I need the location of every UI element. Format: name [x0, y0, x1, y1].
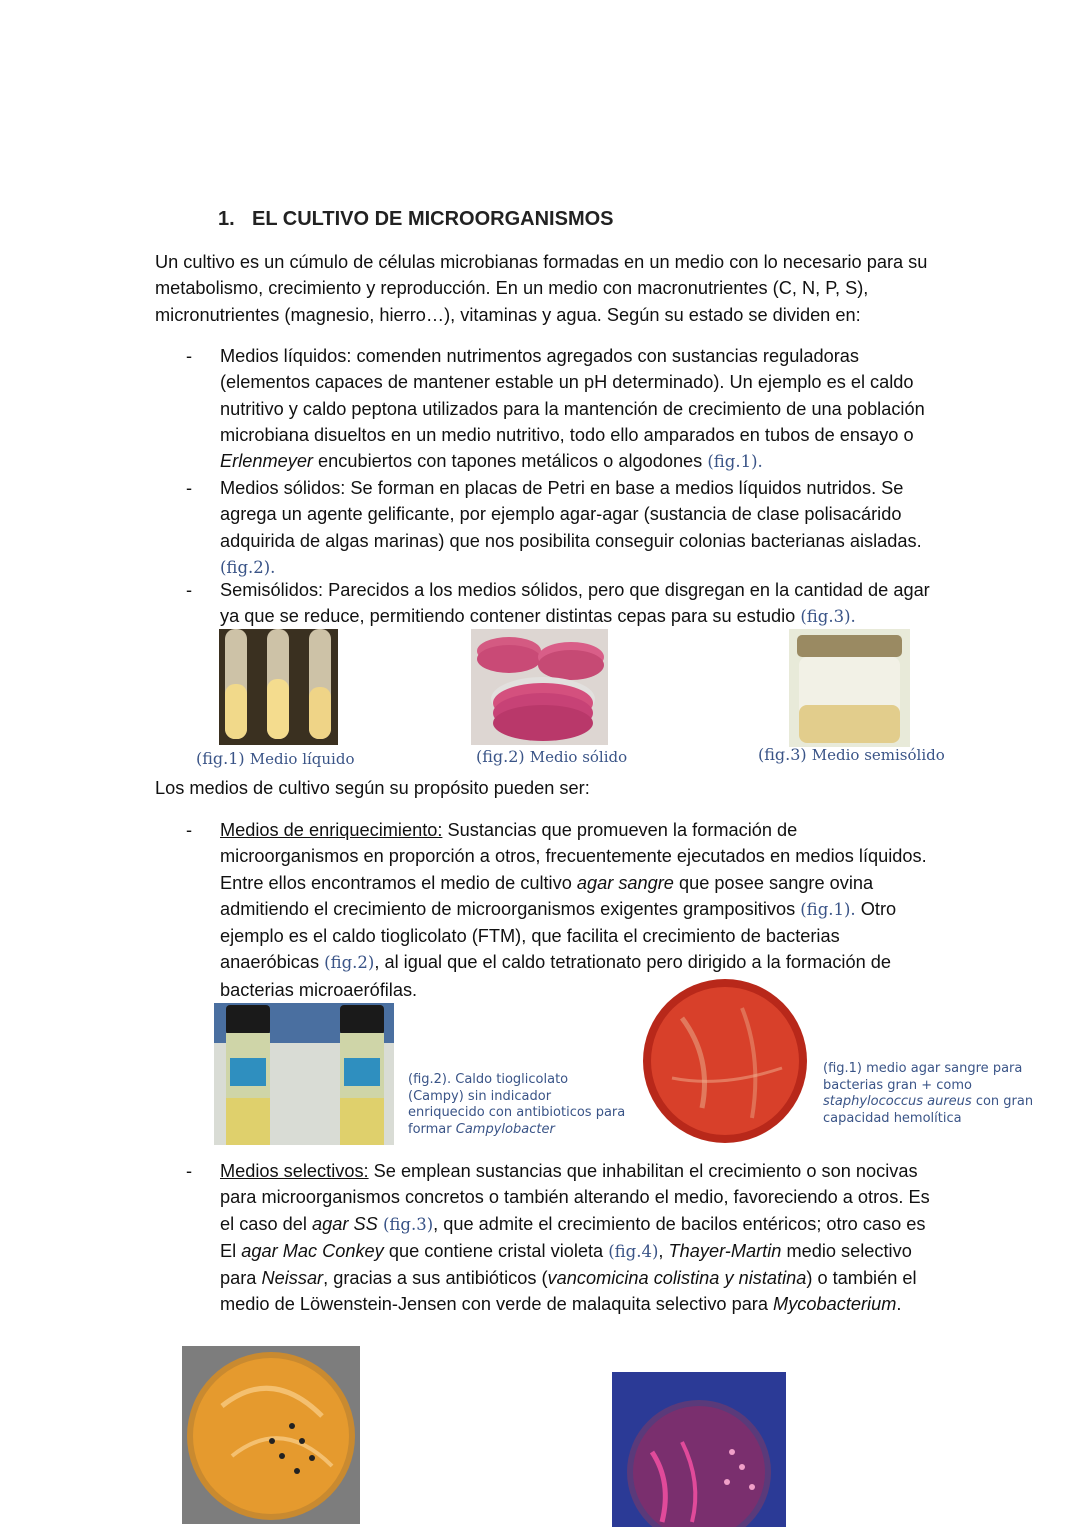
- fig-ref: (fig.2): [324, 953, 375, 973]
- figure-caption: (fig.1) Medio líquido: [196, 749, 355, 768]
- list-item-solid: Medios sólidos: Se forman en placas de Petri en base a medios líquidos nutridos. Se agrega un agente gelificante, por ejemplo agar-agar (sustancia de clase polisacárido adquirida de algas marinas) que nos posibilita conseguir colonias bacterianas aisladas. (fig.2).: [220, 478, 922, 577]
- fig-ref: (fig.4): [608, 1241, 659, 1261]
- list-item-semisolid: Semisólidos: Parecidos a los medios sólidos, pero que disgregan en la cantidad de agar ya que se reduce, permitiendo contener distintas cepas para su estudio (fig.3).: [220, 580, 930, 627]
- ss-agar-plate-image: [182, 1346, 360, 1524]
- jar-semisolid-medium-image: [789, 629, 910, 747]
- section-heading: [218, 208, 614, 231]
- section-title: EL CULTIVO DE MICROORGANISMOS: [252, 208, 614, 230]
- bullet-marker: -: [186, 1161, 193, 1181]
- fig-ref: (fig.3).: [800, 607, 856, 627]
- test-tubes-liquid-medium-image: [219, 629, 338, 745]
- blood-agar-plate-image: [642, 978, 808, 1144]
- fig-ref: (fig.2).: [220, 557, 276, 577]
- fig-ref: (fig.3): [377, 1214, 434, 1234]
- bullet-marker: -: [186, 346, 193, 366]
- figure-caption: (fig.3) Medio semisólido: [758, 745, 945, 764]
- petri-dishes-solid-medium-image: [471, 629, 608, 745]
- figure-caption-thioglycolate: (fig.2). Caldo tioglicolato (Campy) sin indicador enriquecido con antibioticos para formar Campylobacter: [408, 1072, 626, 1137]
- list-item-selective: Medios selectivos: Se emplean sustancias que inhabilitan el crecimiento o son nocivas para microorganismos concretos o también alterando el medio, favoreciendo a otros. Es el caso del agar SS (fig.3), que admite el crecimiento de bacilos entéricos; otro caso es El agar Mac Conkey que contiene cristal violeta (fig.4), Thayer-Martin medio selectivo para Neissar, gracias a sus antibióticos (vancomicina colistina y nistatina) o también el medio de Löwenstein-Jensen con verde de malaquita selectivo para Mycobacterium.: [220, 1161, 930, 1315]
- bullet-marker: -: [186, 580, 193, 600]
- fig-ref: (fig.1).: [707, 452, 763, 472]
- thioglycolate-broth-tubes-image: [214, 1003, 394, 1145]
- figure-caption-blood-agar: (fig.1) medio agar sangre para bacterias gran + como staphylococcus aureus con gran capacidad hemolítica: [823, 1061, 1034, 1126]
- bullet-marker: -: [186, 478, 193, 498]
- list-item-enrichment: Medios de enriquecimiento: Sustancias que promueven la formación de microorganismos en proporción a otros, frecuentemente ejecutados en medios líquidos. Entre ellos encontramos el medio de cultivo agar sangre que posee sangre ovina admitiendo el crecimiento de microorganismos exigentes grampositivos (fig.1). Otro ejemplo es el caldo tioglicolato (FTM), que facilita el crecimiento de bacterias anaeróbicas (fig.2), al igual que el caldo tetrationato pero dirigido a la formación de bacterias microaerófilas.: [220, 820, 927, 1000]
- bullet-marker: -: [186, 820, 193, 840]
- section-number: 1.: [218, 208, 235, 230]
- macconkey-agar-plate-image: [612, 1372, 786, 1527]
- purpose-intro: Los medios de cultivo según su propósito pueden ser:: [155, 778, 590, 798]
- list-item-liquid: Medios líquidos: comenden nutrimentos agregados con sustancias reguladoras (elementos capaces de mantener estable un pH determinado). Un ejemplo es el caldo nutritivo y caldo peptona utilizados para la mantención de crecimiento de una población microbiana disueltos en un medio nutritivo, todo ello amparados en tubos de ensayo o Erlenmeyer encubiertos con tapones metálicos o algodones (fig.1).: [220, 346, 925, 472]
- figure-caption: (fig.2) Medio sólido: [476, 747, 628, 766]
- intro-paragraph: Un cultivo es un cúmulo de células microbianas formadas en un medio con lo necesario para su metabolismo, crecimiento y reproducción. En un medio con macronutrientes (C, N, P, S), micronutrientes (magnesio, hierro…), vitaminas y agua. Según su estado se dividen en:: [155, 252, 928, 325]
- fig-ref: (fig.1).: [800, 899, 856, 919]
